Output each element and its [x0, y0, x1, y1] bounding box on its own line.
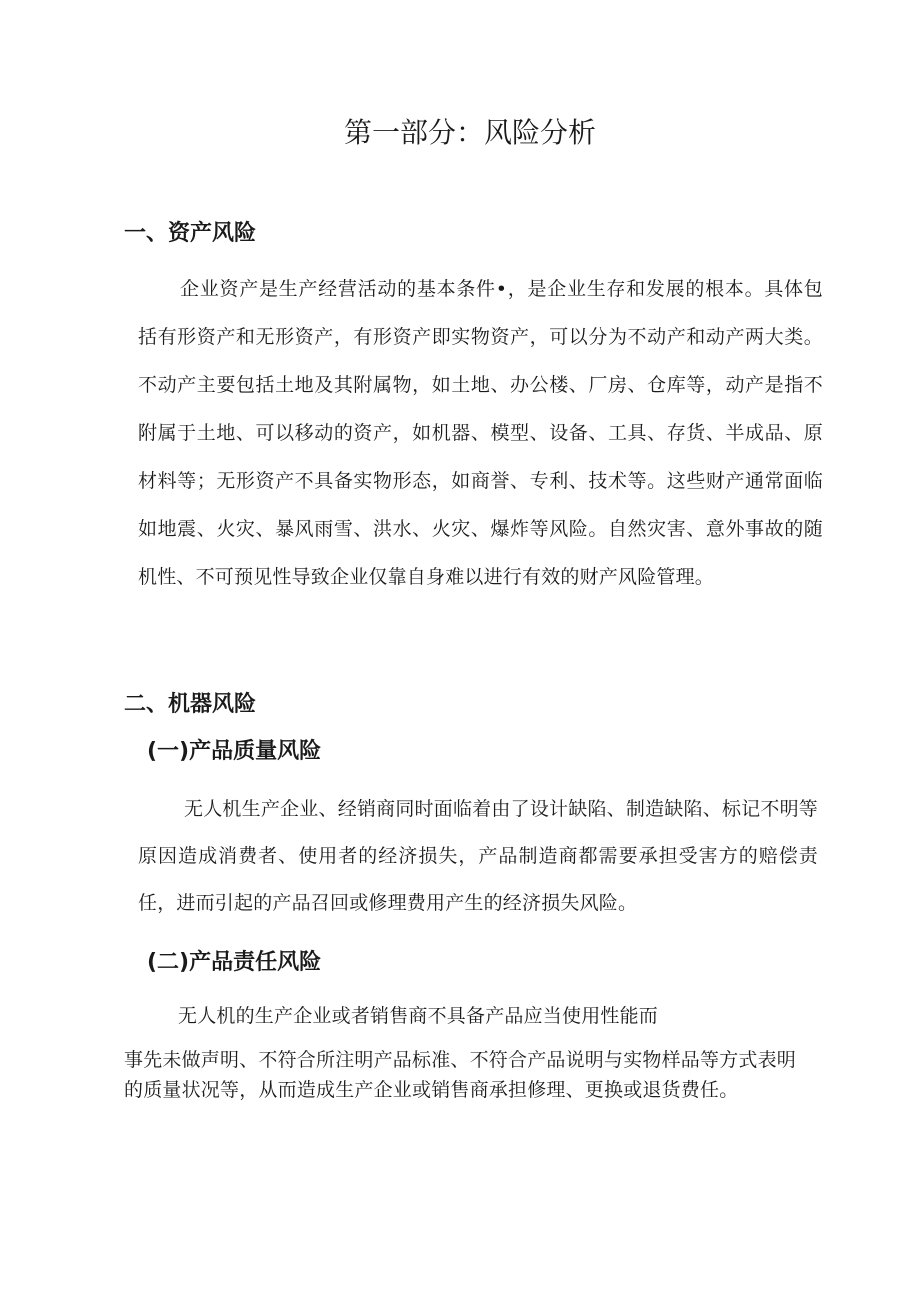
subsection-heading-liability-risk: (二)产品责任风险: [147, 950, 322, 975]
subsection-heading-quality-risk: (一)产品质量风险: [147, 739, 322, 764]
section-heading-machine-risk: 二、机器风险: [124, 692, 257, 717]
subsection-paragraph-liability-risk: 事先未做声明、不符合所注明产品标准、不符合产品说明与实物样品等方式表明的质量状况等，从而造成生产企业或销售商承担修理、更换或退货费任。: [124, 1049, 797, 1101]
subsection-paragraph-quality-risk: 无人机生产企业、经销商同时面临着由了设计缺陷、制造缺陷、标记不明等原因造成消费者、使用者的经济损失，产品制造商都需要承担受害方的赔偿责任，进而引起的产品召回或修理费用产生的经济损失风险。: [138, 798, 818, 914]
section-heading-asset-risk: 一、资产风险: [124, 221, 257, 246]
page-title: 第一部分：风险分析: [343, 116, 596, 149]
section-paragraph-asset-risk: 企业资产是生产经营活动的基本条件•，是企业生存和发展的根本。具体包括有形资产和无形资产，有形资产即实物资产，可以分为不动产和动产两大类。不动产主要包括土地及其附属物，如土地、办公楼、厂房、仓库等，动产是指不附属于土地、可以移动的资产，如机器、模型、设备、工具、存货、半成品、原材料等；无形资产不具备实物形态，如商誉、专利、技术等。这些财产通常面临如地震、火灾、暴风雨雪、洪水、火灾、爆炸等风险。自然灾害、意外事故的随机性、不可预见性导致企业仅靠自身难以进行有效的财产风险管理。: [138, 278, 823, 588]
subsection-paragraph-liability-risk-first-line: 无人机的生产企业或者销售商不具备产品应当使用性能而: [178, 1005, 659, 1027]
